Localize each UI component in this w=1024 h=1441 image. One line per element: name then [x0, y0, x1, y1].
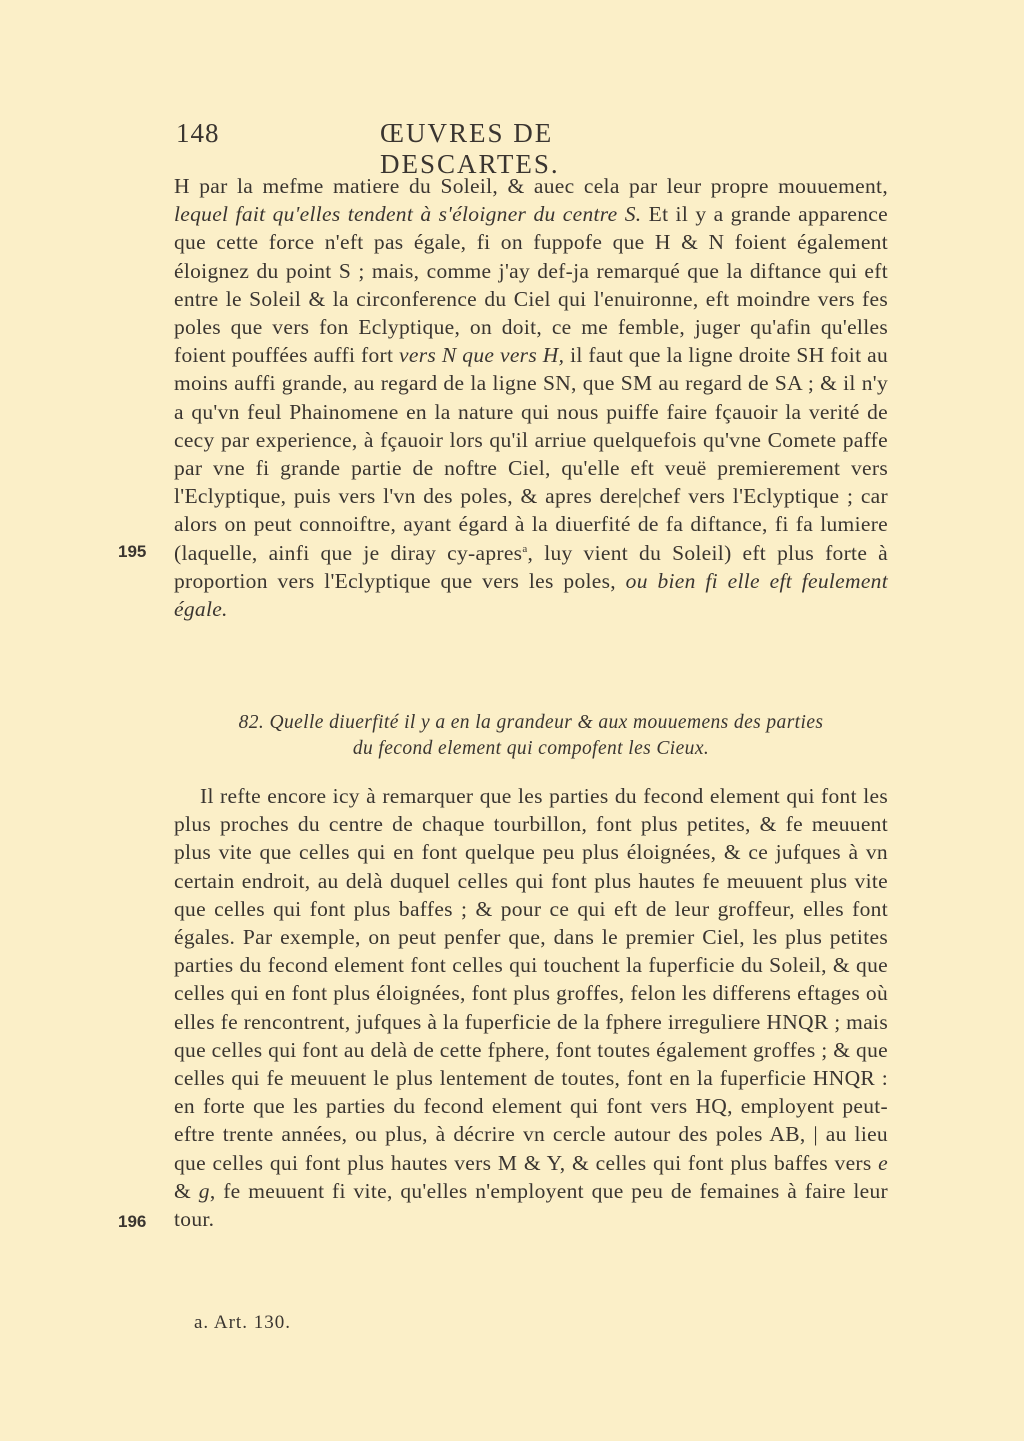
italic-phrase: ou bien fi elle eft feulement égale.: [174, 568, 888, 622]
paragraph-text: &: [174, 1178, 199, 1203]
paragraph-continuation: [174, 172, 888, 623]
paragraph-text: , luy vient du Soleil) eft plus forte à proportion vers l'Eclyptique que vers les poles,: [174, 540, 888, 593]
section-heading-line: du fecond element qui compofent les Cieux.: [352, 738, 710, 759]
paragraph-text: , fe meuuent fi vite, qu'elles n'employent que peu de femaines à faire leur tour.: [174, 1178, 889, 1232]
section-paragraph: [174, 782, 888, 1233]
margin-page-ref: 196: [118, 1212, 147, 1231]
paragraph-text: il faut que la ligne droite SH foit au moins auffi grande, au regard de la ligne SN, que SM au regard de SA ; & il n'y a qu'vn feul Phainomene en la nature qui nous puiffe faire fçauoir la verité de cecy par experience, à fçauoir lors qu'il arriue quelquefois qu'vne Comete paffe par vne fi grande partie de noftre Ciel, qu'elle eft veuë premierement vers l'Eclyptique, puis vers l'vn des poles, & apres dere|chef vers l'Eclyptique ; car alors on peut connoiftre, ayant égard à la diuerfité de fa diftance, fi fa lumiere (laquelle, ainfi que je diray cy-apres: [174, 343, 889, 565]
running-head: [176, 118, 706, 179]
paragraph-text: Il refte encore icy à remarquer que les parties du fecond element qui font les plus proches du centre de chaque tourbillon, font plus petites, & fe meuuent plus vite que celles qui en font quelque peu plus éloignées, & ce jufques à vn certain endroit, au delà duquel celles qui font plus hautes fe meuuent plus vite que celles qui font plus baffes ; & pour ce qui eft de leur groffeur, elles font égales. Par exemple, on peut penfer que, dans le premier Ciel, les plus petites parties du fecond element font celles qui touchent la fuperficie du Soleil, & que celles qui en font plus éloignées, font plus groffes, felon les differens eftages où elles fe rencontrent, jufques à la fuperficie de la fphere irreguliere HNQR ; mais que celles qui font au delà de cette fphere, font toutes également groffes ; & que celles qui fe meuuent le plus lentement de toutes, font en la fuperficie HNQR : en forte que les parties du fecond element qui font vers HQ, employent peut-eftre trente années, ou plus, à décrire vn cercle autour des poles AB, | au lieu que celles qui font plus hautes vers M & Y, & celles qui font plus baffes vers: [174, 784, 888, 1175]
paragraph-text: Et il y a grande apparence que cette force n'eft pas égale, fi on fuppofe que H & N foient également éloignez du point S ; mais, comme j'ay def-ja remarqué que la diftance qui eft entre le Soleil & la circonference du Ciel qui l'enuironne, eft moindre vers fes poles que vers fon Eclyptique, on doit, ce me femble, juger qu'afin qu'elles foient pouffées auffi fort: [174, 202, 888, 368]
italic-phrase: vers N que vers H,: [399, 343, 565, 368]
page-number: 148: [176, 118, 220, 148]
italic-letter: e: [878, 1150, 888, 1175]
footnote: a. Art. 130.: [194, 1312, 291, 1333]
italic-letter: g: [198, 1178, 210, 1203]
book-title: ŒUVRES DE DESCARTES.: [380, 118, 560, 179]
section-heading: [174, 710, 888, 762]
italic-phrase: lequel fait qu'elles tendent à s'éloigner du centre S.: [174, 202, 642, 227]
section-heading-line: 82. Quelle diuerfité il y a en la grandeur & aux mouuemens des parties: [238, 712, 824, 733]
footnote-marker: a: [522, 542, 528, 555]
paragraph-text: H par la mefme matiere du Soleil, & auec cela par leur propre mouuement,: [174, 174, 888, 198]
margin-page-ref: 195: [118, 542, 147, 561]
